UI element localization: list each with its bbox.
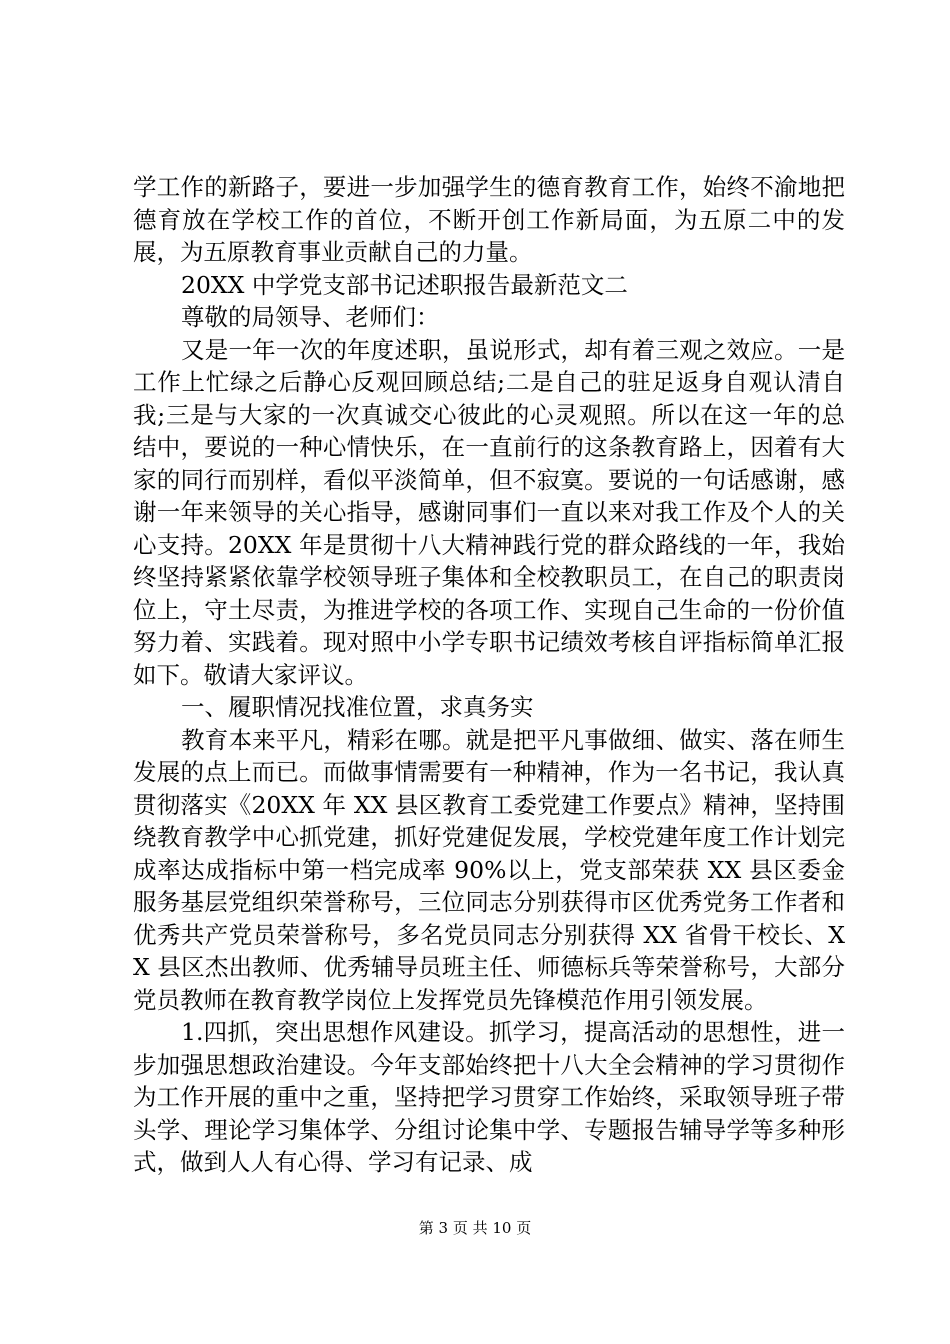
paragraph-duty: 教育本来平凡，精彩在哪。就是把平凡事做细、做实、落在师生发展的点上而已。而做事情需要有一种精神，作为一名书记，我认真贯彻落实《20XX 年 XX 县区教育工委党建工作要点》精神，坚持围绕教育教学中心抓党建，抓好党建促发展，学校党建年度工作计划完成率达成指标中第一档完成率 90%以上，党支部荣获 XX 县区委金服务基层党组织荣誉称号，三位同志分别获得市区优秀党务工作者和优秀共产党员荣誉称号，多名党员同志分别获得 XX 省骨干校长、XX 县区杰出教师、优秀辅导员班主任、师德标兵等荣誉称号，大部分党员教师在教育教学岗位上发挥党员先锋模范作用引领发展。 [133,725,845,1014]
section-heading-1: 一、履职情况找准位置，求真务实 [181,693,534,721]
paragraph-continuation: 学工作的新路子，要进一步加强学生的德育教育工作，始终不渝地把德育放在学校工作的首位，不断开创工作新局面，为五原二中的发展，为五原教育事业贡献自己的力量。 [133,173,845,266]
salutation: 尊敬的局领导、老师们： [181,303,440,331]
page-number-footer: 第 3 页 共 10 页 [418,1219,532,1237]
paragraph-four-points: 1.四抓，突出思想作风建设。抓学习，提高活动的思想性，进一步加强思想政治建设。今年支部始终把十八大全会精神的学习贯彻作为工作开展的重中之重，坚持把学习贯穿工作始终，采取领导班子带头学、理论学习集体学、分组讨论集中学、专题报告辅导学等多种形式，做到人人有心得、学习有记录、成 [133,1018,845,1176]
section-title: 20XX 中学党支部书记述职报告最新范文二 [181,270,628,299]
paragraph-intro: 又是一年一次的年度述职，虽说形式，却有着三观之效应。一是工作上忙绿之后静心反观回顾总结;二是自己的驻足返身自观认清自我;三是与大家的一次真诚交心彼此的心灵观照。所以在这一年的总结中，要说的一种心情快乐，在一直前行的这条教育路上，因着有大家的同行而别样，看似平淡简单，但不寂寞。要说的一句话感谢，感谢一年来领导的关心指导，感谢同事们一直以来对我工作及个人的关心支持。20XX 年是贯彻十八大精神践行党的群众路线的一年，我始终坚持紧紧依靠学校领导班子集体和全校教职员工，在自己的职责岗位上，守土尽责，为推进学校的各项工作、实现自己生命的一份价值努力着、实践着。现对照中小学专职书记绩效考核自评指标简单汇报如下。敬请大家评议。 [133,335,845,689]
document-body [133,171,845,1179]
